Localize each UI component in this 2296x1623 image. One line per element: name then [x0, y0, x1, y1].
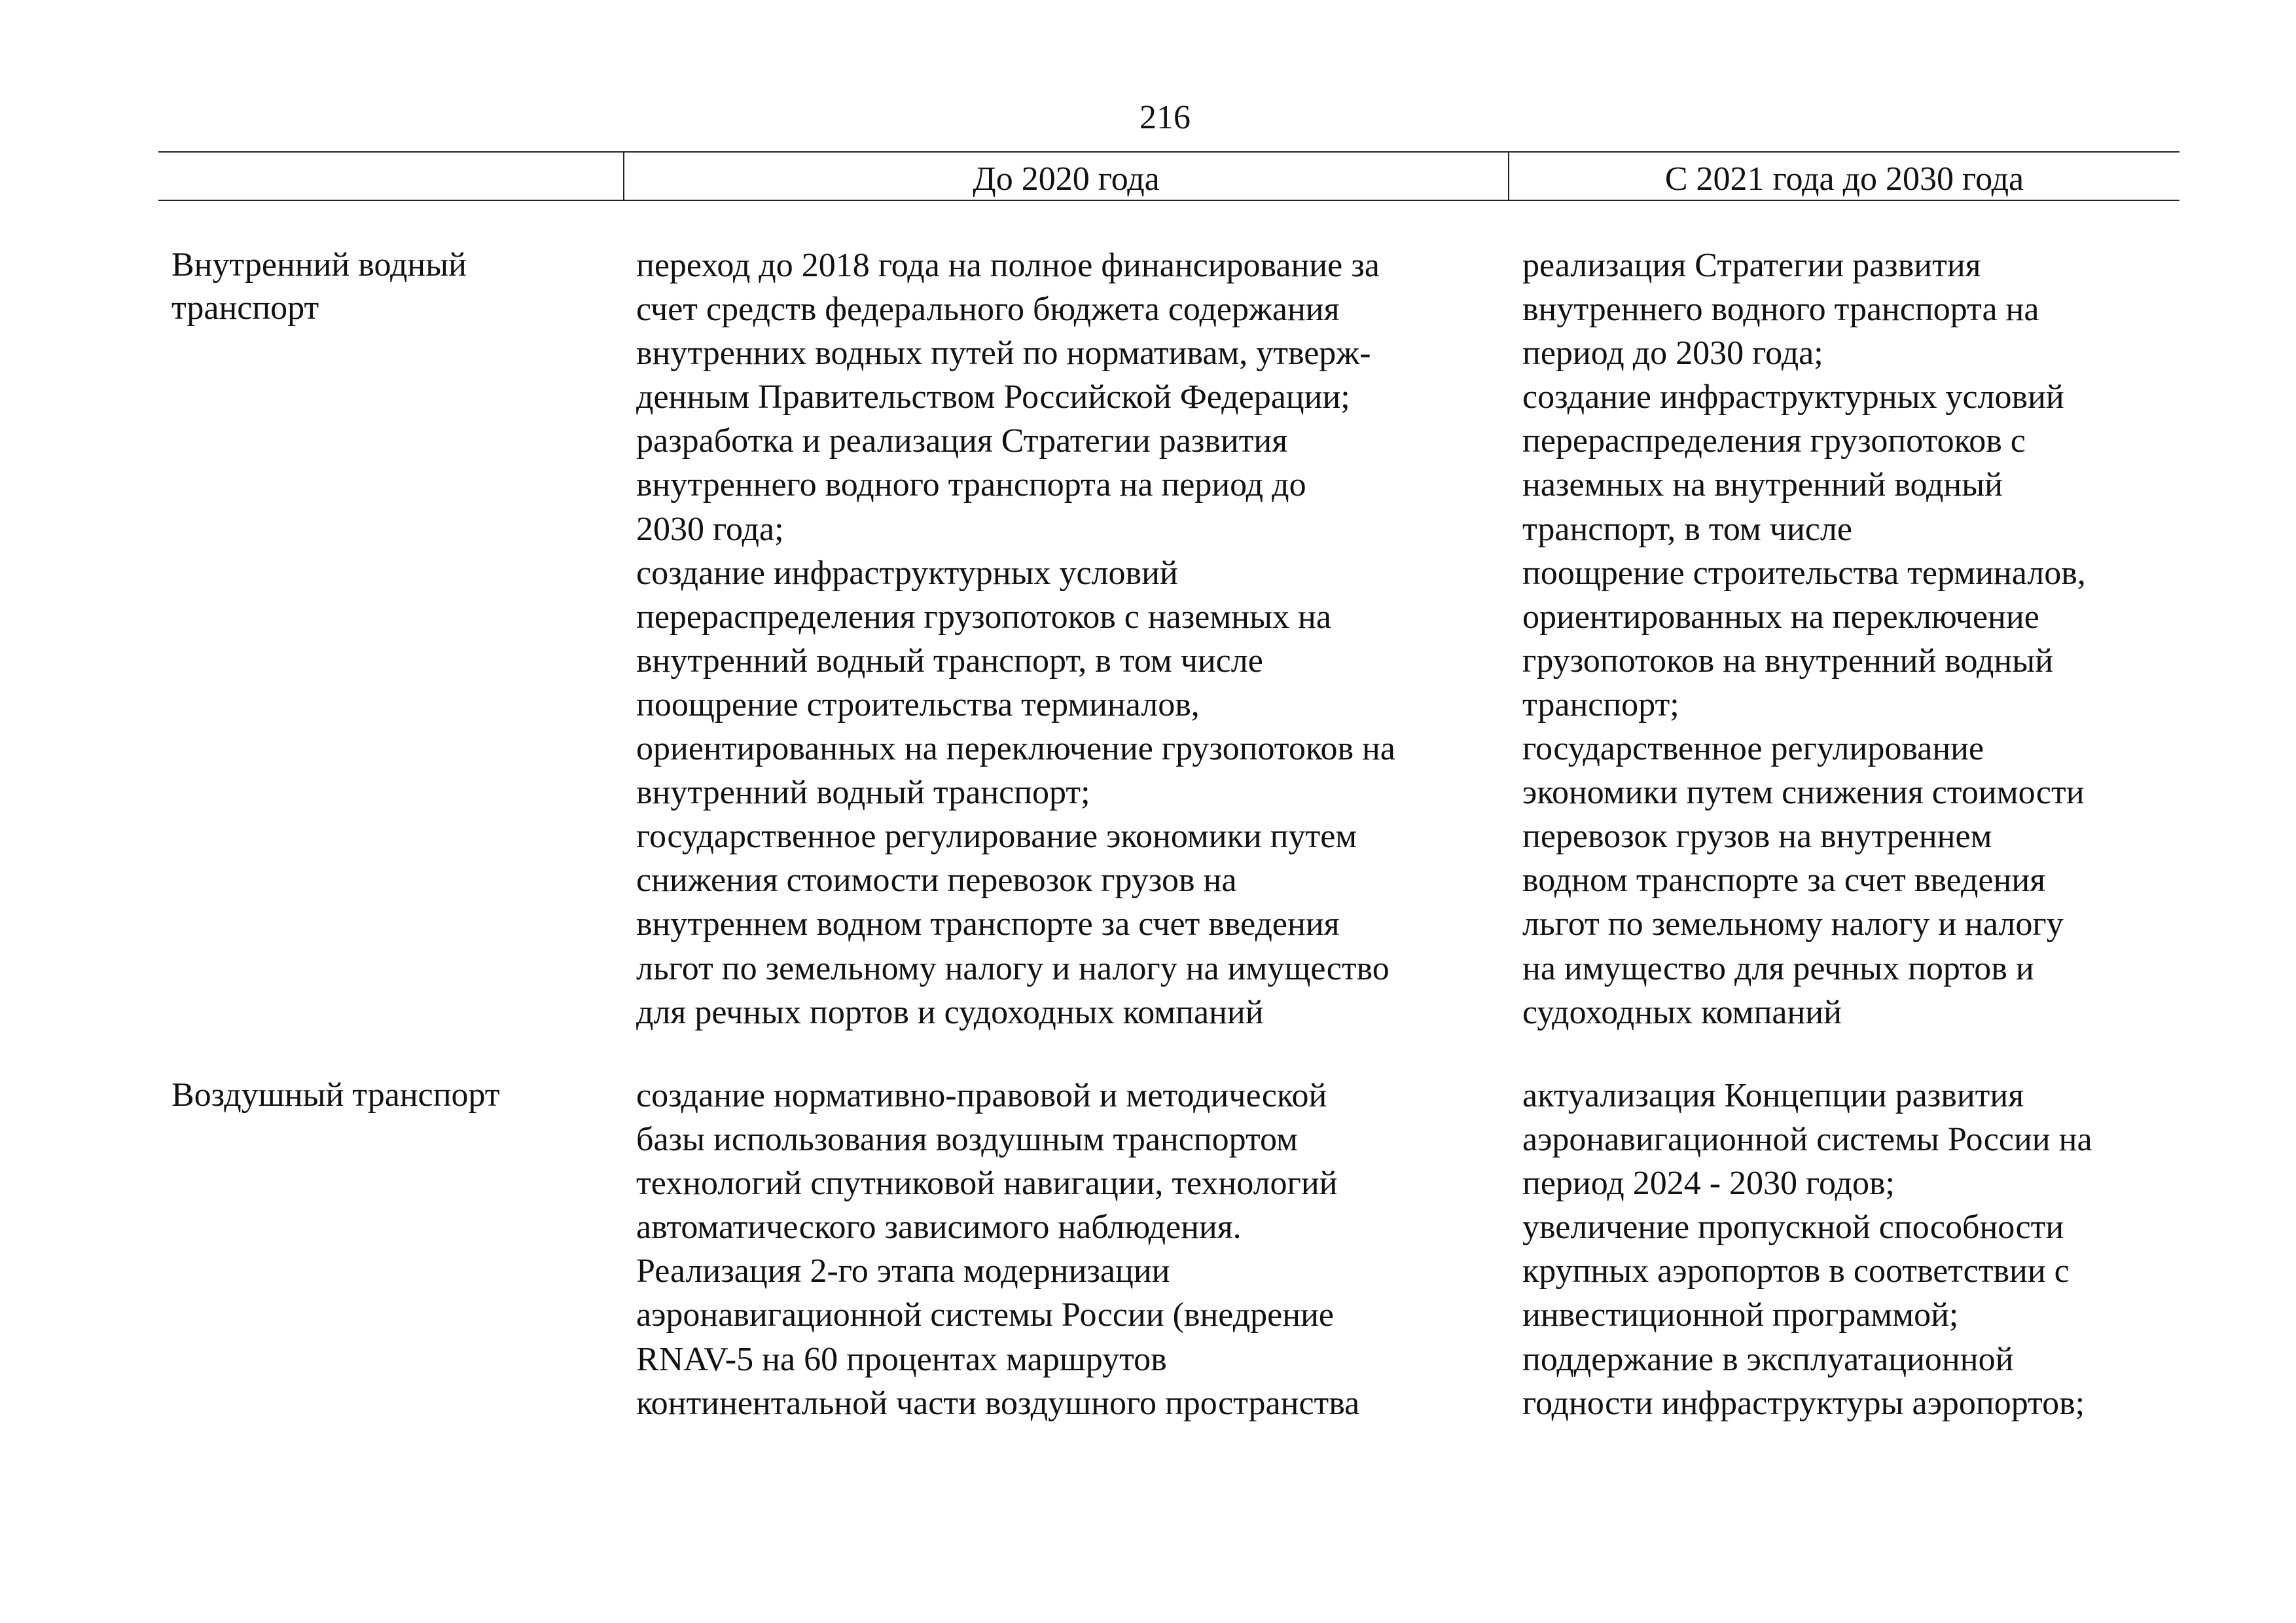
row-label-inland-water-transport: [171, 244, 590, 330]
text-line: внутреннего водного транспорта на: [1522, 291, 2039, 329]
row-label-line: транспорт: [171, 289, 319, 327]
text-line: перевозок грузов на внутреннем: [1522, 818, 1992, 856]
text-line: перераспределения грузопотоков с: [1522, 422, 2026, 460]
text-line: счет средств федерального бюджета содержания: [636, 291, 1340, 329]
text-line: увеличение пропускной способности: [1522, 1209, 2064, 1247]
text-line: годности инфраструктуры аэропортов;: [1522, 1384, 2085, 1422]
text-line: экономики путем снижения стоимости: [1522, 774, 2085, 812]
text-line: транспорт, в том числе: [1522, 510, 1852, 548]
column-header-2021-2030: С 2021 года до 2030 года: [1664, 160, 2024, 198]
table-header-top-rule: [158, 151, 2179, 153]
inland-water-2021-2030-cell: [1522, 244, 2177, 1034]
text-line: период 2024 - 2030 годов;: [1522, 1165, 1895, 1203]
text-line: аэронавигационной системы России на: [1522, 1121, 2092, 1159]
text-line: транспорт;: [1522, 685, 1679, 723]
text-line: поощрение строительства терминалов,: [636, 685, 1200, 723]
text-line: внутренний водный транспорт, в том числе: [636, 642, 1263, 680]
text-line: снижения стоимости перевозок грузов на: [636, 862, 1237, 900]
text-line: инвестиционной программой;: [1522, 1296, 1959, 1334]
text-line: для речных портов и судоходных компаний: [636, 993, 1264, 1031]
text-line: разработка и реализация Стратегии развития: [636, 422, 1288, 460]
text-line: на имущество для речных портов и: [1522, 949, 2034, 987]
text-line: поощрение строительства терминалов,: [1522, 554, 2086, 592]
text-line: государственное регулирование экономики путем: [636, 818, 1357, 856]
text-line: поддержание в эксплуатационной: [1522, 1340, 2014, 1378]
text-line: 2030 года;: [636, 510, 784, 548]
text-line: реализация Стратегии развития: [1522, 247, 1981, 284]
text-line: автоматического зависимого наблюдения.: [636, 1209, 1242, 1247]
air-until-2020-cell: [636, 1074, 1500, 1425]
text-line: государственное регулирование: [1522, 730, 1984, 768]
text-line: создание инфраструктурных условий: [636, 554, 1178, 592]
text-line: создание нормативно-правовой и методической: [636, 1077, 1327, 1114]
table-header-bottom-rule: [158, 200, 2179, 201]
text-line: ориентированных на переключение грузопотоков на: [636, 730, 1395, 768]
row-label-line: Внутренний водный: [171, 246, 467, 283]
text-line: актуализация Концепции развития: [1522, 1077, 2024, 1114]
text-line: переход до 2018 года на полное финансирование за: [636, 247, 1380, 284]
text-line: аэронавигационной системы России (внедрение: [636, 1296, 1334, 1334]
text-line: льгот по земельному налогу и налогу на имущество: [636, 949, 1390, 987]
text-line: внутреннем водном транспорте за счет введения: [636, 905, 1340, 943]
text-line: внутренний водный транспорт;: [636, 774, 1090, 812]
column-header-until-2020: До 2020 года: [973, 160, 1160, 198]
text-line: грузопотоков на внутренний водный: [1522, 642, 2054, 680]
text-line: крупных аэропортов в соответствии с: [1522, 1252, 2070, 1290]
text-line: судоходных компаний: [1522, 993, 1842, 1031]
text-line: континентальной части воздушного пространства: [636, 1384, 1360, 1422]
text-line: льгот по земельному налогу и налогу: [1522, 905, 2064, 943]
text-line: наземных на внутренний водный: [1522, 466, 2003, 504]
text-line: базы использования воздушным транспортом: [636, 1121, 1298, 1159]
page-number: 216: [1139, 99, 1191, 136]
text-line: Реализация 2-го этапа модернизации: [636, 1252, 1170, 1290]
text-line: ориентированных на переключение: [1522, 598, 2039, 636]
inland-water-until-2020-cell: [636, 244, 1500, 1034]
text-line: перераспределения грузопотоков с наземных на: [636, 598, 1331, 636]
row-label-air-transport: [171, 1074, 590, 1117]
row-label-line: Воздушный транспорт: [171, 1076, 500, 1114]
text-line: водном транспорте за счет введения: [1522, 862, 2046, 900]
text-line: внутренних водных путей по нормативам, утверж-: [636, 335, 1371, 373]
text-line: период до 2030 года;: [1522, 335, 1823, 373]
text-line: денным Правительством Российской Федерации;: [636, 378, 1350, 416]
text-line: RNAV-5 на 60 процентах маршрутов: [636, 1340, 1167, 1378]
air-2021-2030-cell: [1522, 1074, 2177, 1425]
text-line: внутреннего водного транспорта на период до: [636, 466, 1306, 504]
text-line: технологий спутниковой навигации, технологий: [636, 1165, 1338, 1203]
text-line: создание инфраструктурных условий: [1522, 378, 2064, 416]
